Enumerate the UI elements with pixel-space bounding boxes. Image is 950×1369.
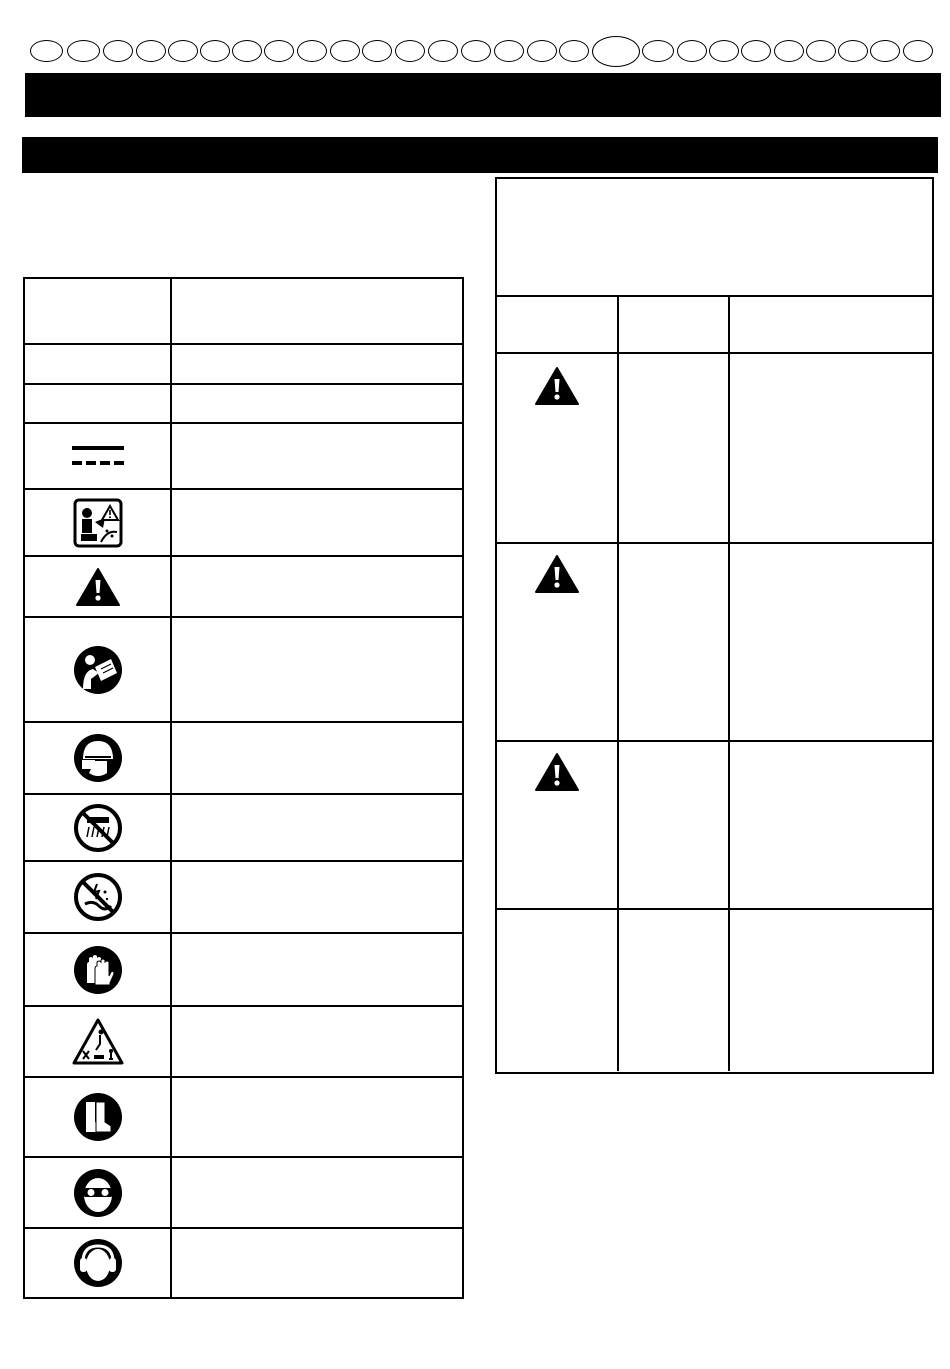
symbol-description	[171, 556, 463, 617]
signal-words-panel	[495, 177, 934, 1074]
table-row	[24, 1228, 463, 1298]
read-manual-icon	[73, 645, 123, 695]
symbol-description	[171, 1006, 463, 1077]
warning-triangle-icon	[534, 554, 580, 594]
symbol-cell	[24, 1228, 171, 1298]
symbol-cell	[24, 344, 171, 384]
signal-word	[618, 909, 729, 1071]
wear-ear-protection-icon	[73, 1238, 123, 1288]
symbol-cell	[24, 794, 171, 861]
language-tab[interactable]	[709, 40, 739, 62]
header-bar	[25, 73, 941, 117]
language-tab[interactable]	[461, 40, 491, 62]
keep-bystanders-away-icon	[71, 1017, 125, 1067]
table-row	[24, 617, 463, 722]
signal-word	[618, 353, 729, 543]
symbol-header-cell	[24, 278, 171, 344]
language-tab[interactable]	[677, 40, 707, 62]
symbol-description	[171, 1157, 463, 1228]
language-tab-active[interactable]	[592, 36, 640, 67]
symbol-cell	[24, 861, 171, 933]
table-row	[24, 384, 463, 423]
language-tab[interactable]	[774, 40, 804, 62]
language-tab[interactable]	[232, 40, 262, 62]
language-tab[interactable]	[494, 40, 524, 62]
language-tab[interactable]	[428, 40, 458, 62]
language-tab[interactable]	[741, 40, 771, 62]
table-header-row	[497, 296, 932, 353]
table-row	[24, 423, 463, 489]
table-row	[24, 933, 463, 1006]
language-tab[interactable]	[527, 40, 557, 62]
no-rain-icon	[73, 803, 123, 853]
signal-meaning	[729, 353, 932, 543]
description-header-cell	[171, 278, 463, 344]
symbol-description	[171, 1077, 463, 1157]
signal-meaning	[729, 909, 932, 1071]
table-row	[24, 1077, 463, 1157]
wear-eye-protection-icon	[73, 1168, 123, 1218]
language-tab[interactable]	[297, 40, 327, 62]
symbol-description	[171, 617, 463, 722]
table-row	[24, 861, 463, 933]
table-row	[497, 543, 932, 741]
table-row	[24, 489, 463, 556]
language-tab[interactable]	[136, 40, 166, 62]
symbol-cell	[24, 489, 171, 556]
symbol-description	[171, 344, 463, 384]
warning-triangle-icon	[75, 567, 121, 607]
column-header	[729, 296, 932, 353]
language-tab[interactable]	[642, 40, 674, 62]
language-tab[interactable]	[168, 40, 198, 62]
warning-triangle-icon	[534, 366, 580, 406]
language-tab[interactable]	[395, 40, 425, 62]
symbol-cell	[497, 543, 618, 741]
table-row	[24, 344, 463, 384]
language-tab[interactable]	[870, 40, 900, 62]
table-row	[24, 556, 463, 617]
wear-helmet-visor-icon	[73, 733, 123, 783]
language-tab[interactable]	[806, 40, 836, 62]
table-row	[497, 909, 932, 1071]
symbol-cell	[24, 556, 171, 617]
symbol-description	[171, 489, 463, 556]
column-header	[618, 296, 729, 353]
signal-meaning	[729, 543, 932, 741]
symbol-cell	[24, 722, 171, 794]
warning-triangle-icon	[534, 752, 580, 792]
symbol-cell	[24, 1157, 171, 1228]
symbol-cell	[497, 909, 618, 1071]
symbol-description	[171, 1228, 463, 1298]
language-tab[interactable]	[362, 40, 392, 62]
table-row	[24, 794, 463, 861]
table-row	[24, 1157, 463, 1228]
column-header	[497, 296, 618, 353]
signal-words-intro	[497, 179, 932, 295]
symbol-cell	[24, 1006, 171, 1077]
thrown-objects-warning-icon	[73, 498, 123, 548]
signal-meaning	[729, 741, 932, 909]
symbol-cell	[24, 617, 171, 722]
language-tab[interactable]	[559, 40, 589, 62]
symbol-cell	[24, 1077, 171, 1157]
symbols-table	[23, 277, 464, 1299]
language-tab[interactable]	[103, 40, 133, 62]
signal-word	[618, 741, 729, 909]
language-tab[interactable]	[200, 40, 230, 62]
wear-boots-icon	[73, 1092, 123, 1142]
direct-current-icon	[70, 443, 126, 469]
symbol-description	[171, 423, 463, 489]
symbol-cell	[24, 933, 171, 1006]
language-tab[interactable]	[67, 40, 100, 62]
language-tab[interactable]	[330, 40, 360, 62]
symbol-description	[171, 794, 463, 861]
language-tab[interactable]	[264, 40, 294, 62]
language-tab[interactable]	[903, 40, 933, 62]
symbol-cell	[24, 423, 171, 489]
symbol-description	[171, 861, 463, 933]
wear-gloves-icon	[73, 945, 123, 995]
language-tab[interactable]	[838, 40, 868, 62]
table-row	[497, 741, 932, 909]
language-tabs	[30, 36, 935, 66]
symbol-cell	[497, 353, 618, 543]
signal-word	[618, 543, 729, 741]
symbol-cell	[24, 384, 171, 423]
no-damaged-cable-icon	[73, 872, 123, 922]
symbol-description	[171, 384, 463, 423]
table-row	[24, 1006, 463, 1077]
table-row	[24, 722, 463, 794]
table-row	[497, 353, 932, 543]
language-tab[interactable]	[30, 40, 63, 62]
signal-words-table	[497, 295, 932, 1071]
intro-text	[24, 180, 464, 270]
symbol-cell	[497, 741, 618, 909]
table-header-row	[24, 278, 463, 344]
section-bar	[22, 137, 938, 173]
symbol-description	[171, 722, 463, 794]
symbol-description	[171, 933, 463, 1006]
